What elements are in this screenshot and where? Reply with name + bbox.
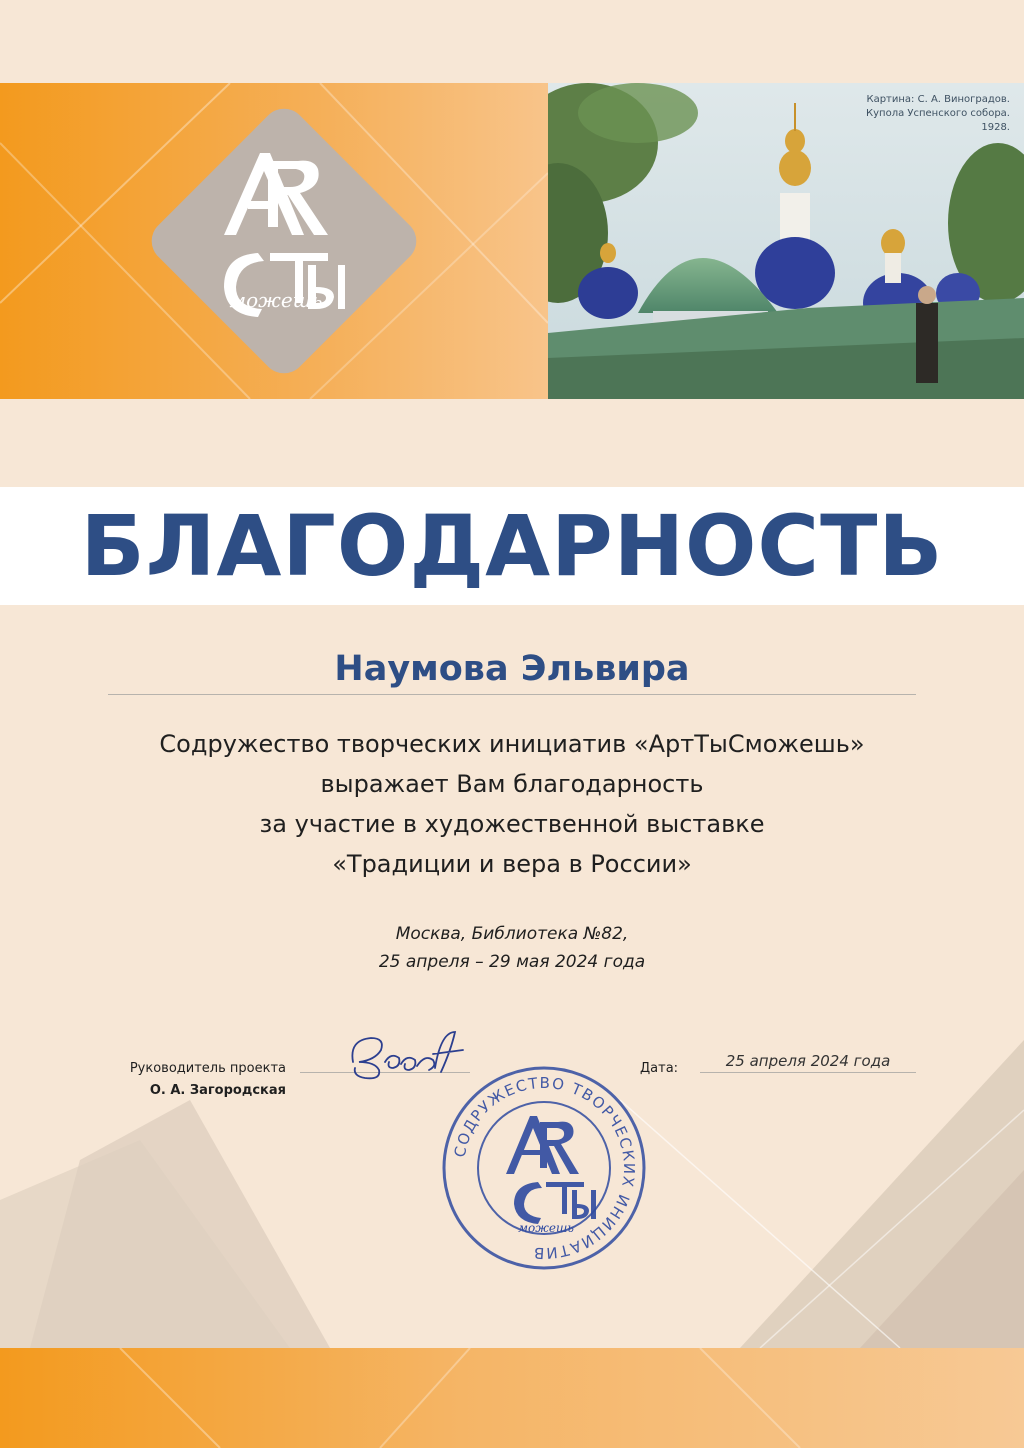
body-line-3: за участие в художественной выставке <box>259 810 765 838</box>
painting-image <box>548 83 1024 399</box>
venue-line-1: Москва, Библиотека №82, <box>395 924 629 944</box>
stamp-sub-text: можешь <box>518 1221 574 1235</box>
venue-line-2: 25 апреля – 29 мая 2024 года <box>378 952 646 972</box>
certificate-title: БЛАГОДАРНОСТЬ <box>80 497 944 595</box>
date-value: 25 апреля 2024 года <box>725 1052 891 1070</box>
bottom-decor-band <box>0 1348 1024 1448</box>
body-line-4: «Традиции и вера в России» <box>332 850 692 878</box>
signatory-name: О. А. Загородская <box>149 1083 286 1098</box>
caption-line-3: 1928. <box>981 122 1010 133</box>
date-line <box>700 1072 916 1073</box>
signatory-block <box>96 1058 286 1102</box>
official-stamp <box>440 1064 648 1272</box>
painting-caption <box>866 93 1010 135</box>
date-label: Дата: <box>640 1061 679 1076</box>
body-line-2: выражает Вам благодарность <box>320 770 704 798</box>
body-text <box>80 724 944 884</box>
venue-text <box>200 920 824 976</box>
signatory-role: Руководитель проекта <box>129 1061 286 1076</box>
caption-line-2: Купола Успенского собора. <box>866 108 1010 119</box>
arttymozhesh-logo <box>108 65 460 417</box>
caption-line-1: Картина: С. А. Виноградов. <box>866 94 1010 105</box>
body-line-1: Содружество творческих инициатив «АртТыСможешь» <box>159 730 865 758</box>
recipient-name: Наумова Эльвира <box>334 649 690 689</box>
recipient-underline <box>108 694 916 695</box>
logo-sub-text: можешь <box>229 288 323 312</box>
stamp-ring-text: СОДРУЖЕСТВО ТВОРЧЕСКИХ ИНИЦИАТИВ <box>450 1073 639 1263</box>
